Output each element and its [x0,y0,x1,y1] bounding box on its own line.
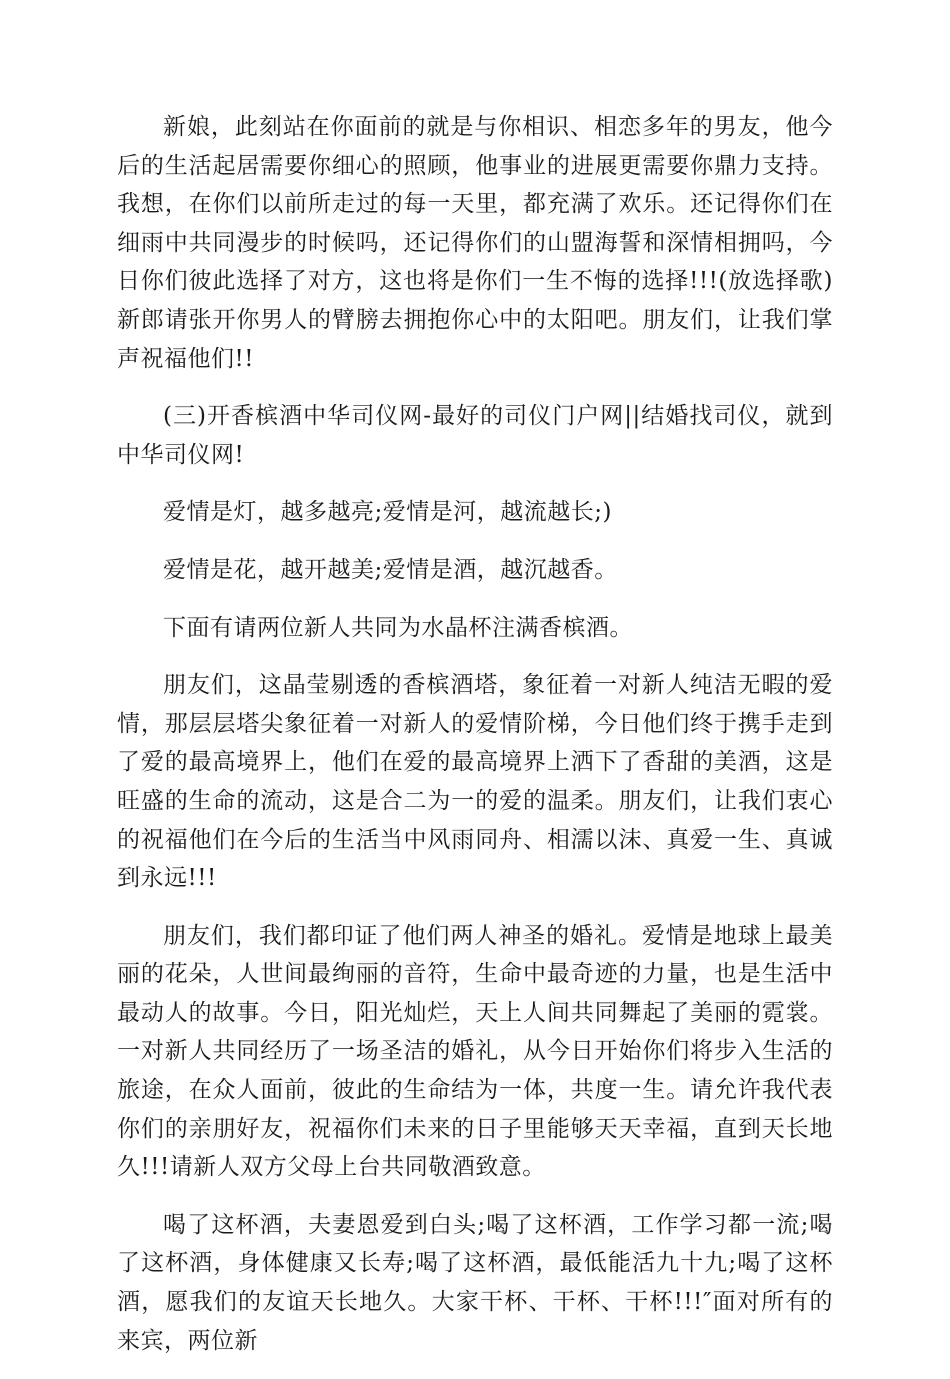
paragraph-champagne-tower: 朋友们，这晶莹剔透的香槟酒塔，象征着一对新人纯洁无暇的爱情，那层层塔尖象征着一对新人的爱情阶梯，今日他们终于携手走到了爱的最高境界上，他们在爱的最高境界上洒下了香甜的美酒，这是旺盛的生命的流动，这是合二为一的爱的温柔。朋友们，让我们衷心的祝福他们在今后的生活当中风雨同舟、相濡以沫、真爱一生、真诚到永远!!! [117,672,833,892]
paragraph-bride-address: 新娘，此刻站在你面前的就是与你相识、相恋多年的男友，他今后的生活起居需要你细心的照顾，他事业的进展更需要你鼎力支持。我想，在你们以前所走过的每一天里，都充满了欢乐。还记得你们在细雨中共同漫步的时候吗，还记得你们的山盟海誓和深情相拥吗，今日你们彼此选择了对方，这也将是你们一生不悔的选择!!!(放选择歌)新郎请张开你男人的臂膀去拥抱你心中的太阳吧。朋友们，让我们掌声祝福他们!! [117,114,833,372]
paragraph-champagne-heading: (三)开香槟酒中华司仪网-最好的司仪门户网||结婚找司仪，就到中华司仪网! [117,403,833,468]
paragraph-toast: 喝了这杯酒，夫妻恩爱到白头;喝了这杯酒，工作学习都一流;喝了这杯酒，身体健康又长寿;喝了这杯酒，最低能活九十九;喝了这杯酒，愿我们的友谊天长地久。大家干杯、干杯、干杯!!!″面对所有的来宾，两位新 [117,1211,833,1354]
document-page [117,108,833,1379]
paragraph-pour-champagne: 下面有请两位新人共同为水晶杯注满香槟酒。 [163,614,633,641]
paragraph-love-flower: 爱情是花，越开越美;爱情是酒，越沉越香。 [163,556,618,583]
paragraph-wedding-witness: 朋友们，我们都印证了他们两人神圣的婚礼。爱情是地球上最美丽的花朵，人世间最绚丽的音符，生命中最奇迹的力量，也是生活中最动人的故事。今日，阳光灿烂，天上人间共同舞起了美丽的霓裳。一对新人共同经历了一场圣洁的婚礼，从今日开始你们将步入生活的旅途，在众人面前，彼此的生命结为一体，共度一生。请允许我代表你们的亲朋好友，祝福你们未来的日子里能够天天幸福，直到天长地久!!!请新人双方父母上台共同敬酒致意。 [117,922,833,1181]
paragraph-love-lamp: 爱情是灯，越多越亮;爱情是河，越流越长;) [163,499,612,526]
